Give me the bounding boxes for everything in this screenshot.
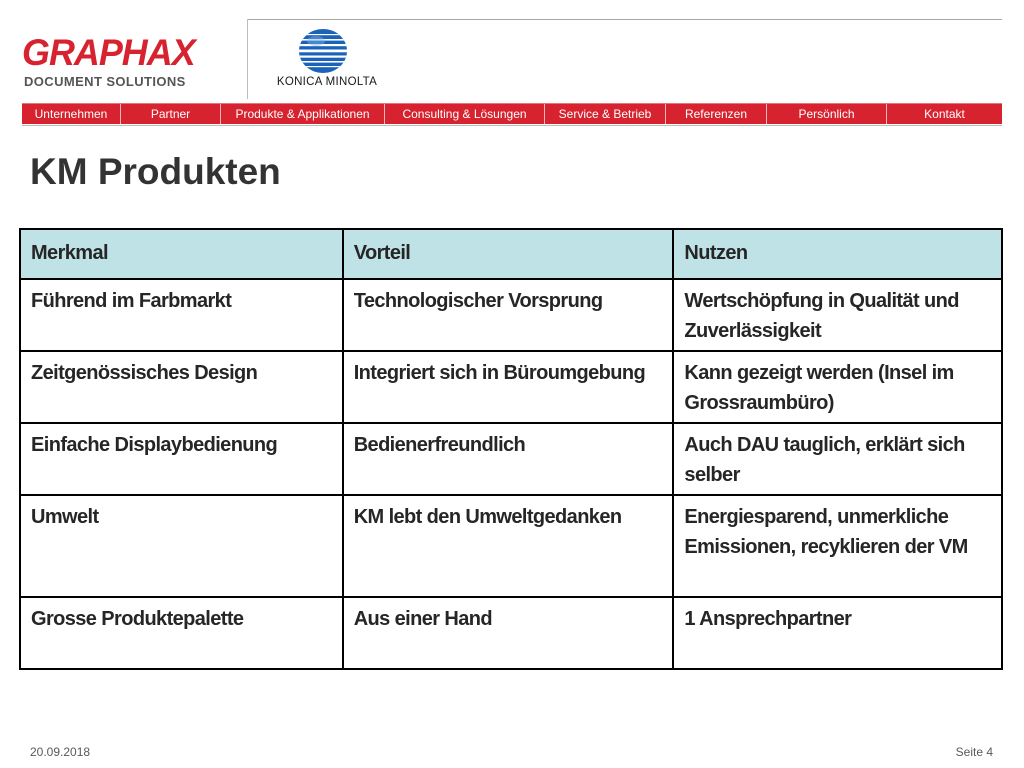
konica-minolta-wordmark: KONICA MINOLTA <box>276 76 378 88</box>
column-header-nutzen: Nutzen <box>673 229 1002 279</box>
table-cell: Technologischer Vorsprung <box>343 279 674 351</box>
nav-item-consulting-loesungen[interactable]: Consulting & Lösungen <box>385 104 545 124</box>
table-cell: 1 Ansprechpartner <box>673 597 1002 669</box>
table-cell: Einfache Displaybedienung <box>20 423 343 495</box>
table-cell: Integriert sich in Büroumgebung <box>343 351 674 423</box>
graphax-tagline: DOCUMENT SOLUTIONS <box>24 74 186 89</box>
table-header-row <box>20 229 1002 279</box>
graphax-wordmark: GRAPHAX <box>22 32 195 73</box>
table-cell: KM lebt den Umweltgedanken <box>343 495 674 597</box>
table-cell: Führend im Farbmarkt <box>20 279 343 351</box>
column-header-vorteil: Vorteil <box>343 229 674 279</box>
table-row <box>20 597 1002 669</box>
table-cell: Aus einer Hand <box>343 597 674 669</box>
logo-separator <box>247 19 248 99</box>
table-cell: Bedienerfreundlich <box>343 423 674 495</box>
graphax-logo <box>22 34 212 94</box>
table-cell: Energiesparend, unmerkliche Emissionen, recyklieren der VM <box>673 495 1002 597</box>
table-cell: Zeitgenössisches Design <box>20 351 343 423</box>
nav-item-kontakt[interactable]: Kontakt <box>924 107 965 121</box>
feature-table <box>19 228 1003 670</box>
table-cell: Grosse Produktepalette <box>20 597 343 669</box>
nav-item-produkte-applikationen[interactable]: Produkte & Applikationen <box>221 104 385 124</box>
table-row <box>20 423 1002 495</box>
header-top-rule <box>248 19 1002 20</box>
table-row <box>20 279 1002 351</box>
nav-bottom-rule <box>22 125 1002 126</box>
footer-date: 20.09.2018 <box>30 745 91 759</box>
konica-minolta-logo <box>262 28 392 94</box>
table-cell: Wertschöpfung in Qualität und Zuverlässigkeit <box>673 279 1002 351</box>
nav-item-unternehmen[interactable]: Unternehmen <box>22 104 121 124</box>
table-cell: Kann gezeigt werden (Insel im Grossraumbüro) <box>673 351 1002 423</box>
nav-item-persoenlich[interactable]: Persönlich <box>767 104 887 124</box>
table-cell: Umwelt <box>20 495 343 597</box>
nav-item-partner[interactable]: Partner <box>121 104 221 124</box>
nav-item-service-betrieb[interactable]: Service & Betrieb <box>545 104 666 124</box>
konica-minolta-globe-icon <box>298 28 348 74</box>
main-navigation <box>22 103 1002 124</box>
table-cell: Auch DAU tauglich, erklärt sich selber <box>673 423 1002 495</box>
page-title: KM Produkten <box>30 151 281 192</box>
nav-item-referenzen[interactable]: Referenzen <box>666 104 767 124</box>
table-row <box>20 495 1002 597</box>
footer-page-number: Seite 4 <box>955 745 993 759</box>
table-row <box>20 351 1002 423</box>
column-header-merkmal: Merkmal <box>20 229 343 279</box>
